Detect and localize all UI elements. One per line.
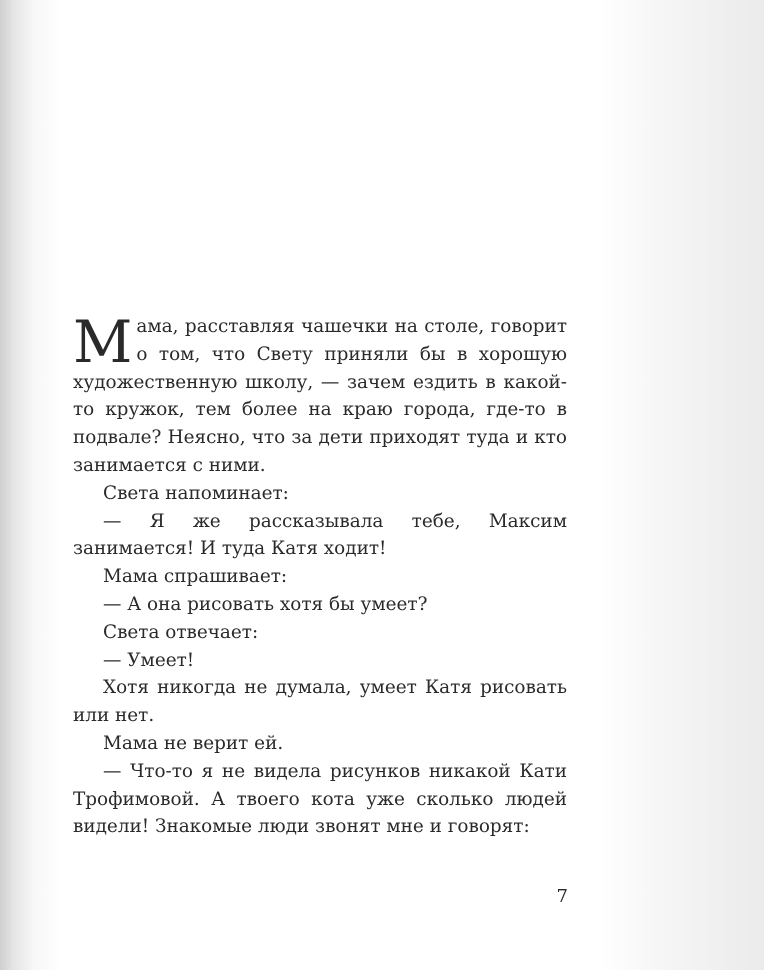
page-number: 7	[556, 886, 568, 907]
paragraph-6: Света отвечает:	[103, 621, 259, 643]
paragraph-8: Хотя никогда не думала, умеет Катя рисовать или нет.	[73, 677, 567, 727]
paragraph-10: — Что-то я не видела рисунков никакой Кати Трофимовой. А твоего кота уже сколько людей видели! Знакомые люди звонят мне и говорят:	[73, 760, 567, 838]
paragraph-1	[73, 308, 567, 480]
paragraph-9: Мама не верит ей.	[103, 732, 284, 754]
paragraph-4: Мама спрашивает:	[103, 566, 288, 588]
paragraph-5: — А она рисовать хотя бы умеет?	[103, 593, 428, 615]
paragraph-7: — Умеет!	[103, 649, 195, 671]
paragraph-3: — Я же рассказывала тебе, Максим занимается! И туда Катя ходит!	[73, 510, 567, 560]
body-text	[73, 308, 567, 841]
paragraph-2: Света напоминает:	[103, 482, 289, 504]
paragraph-1-text: ама, расставляя чашечки на столе, говорит о том, что Свету приняли бы в хорошую художественную школу, — зачем ездить в какой-то кружок, тем более на краю города, где-то в подвале? Неясно, что за дети приходят туда и кто занимается с ними.	[73, 316, 567, 476]
drop-cap: М	[73, 308, 133, 376]
